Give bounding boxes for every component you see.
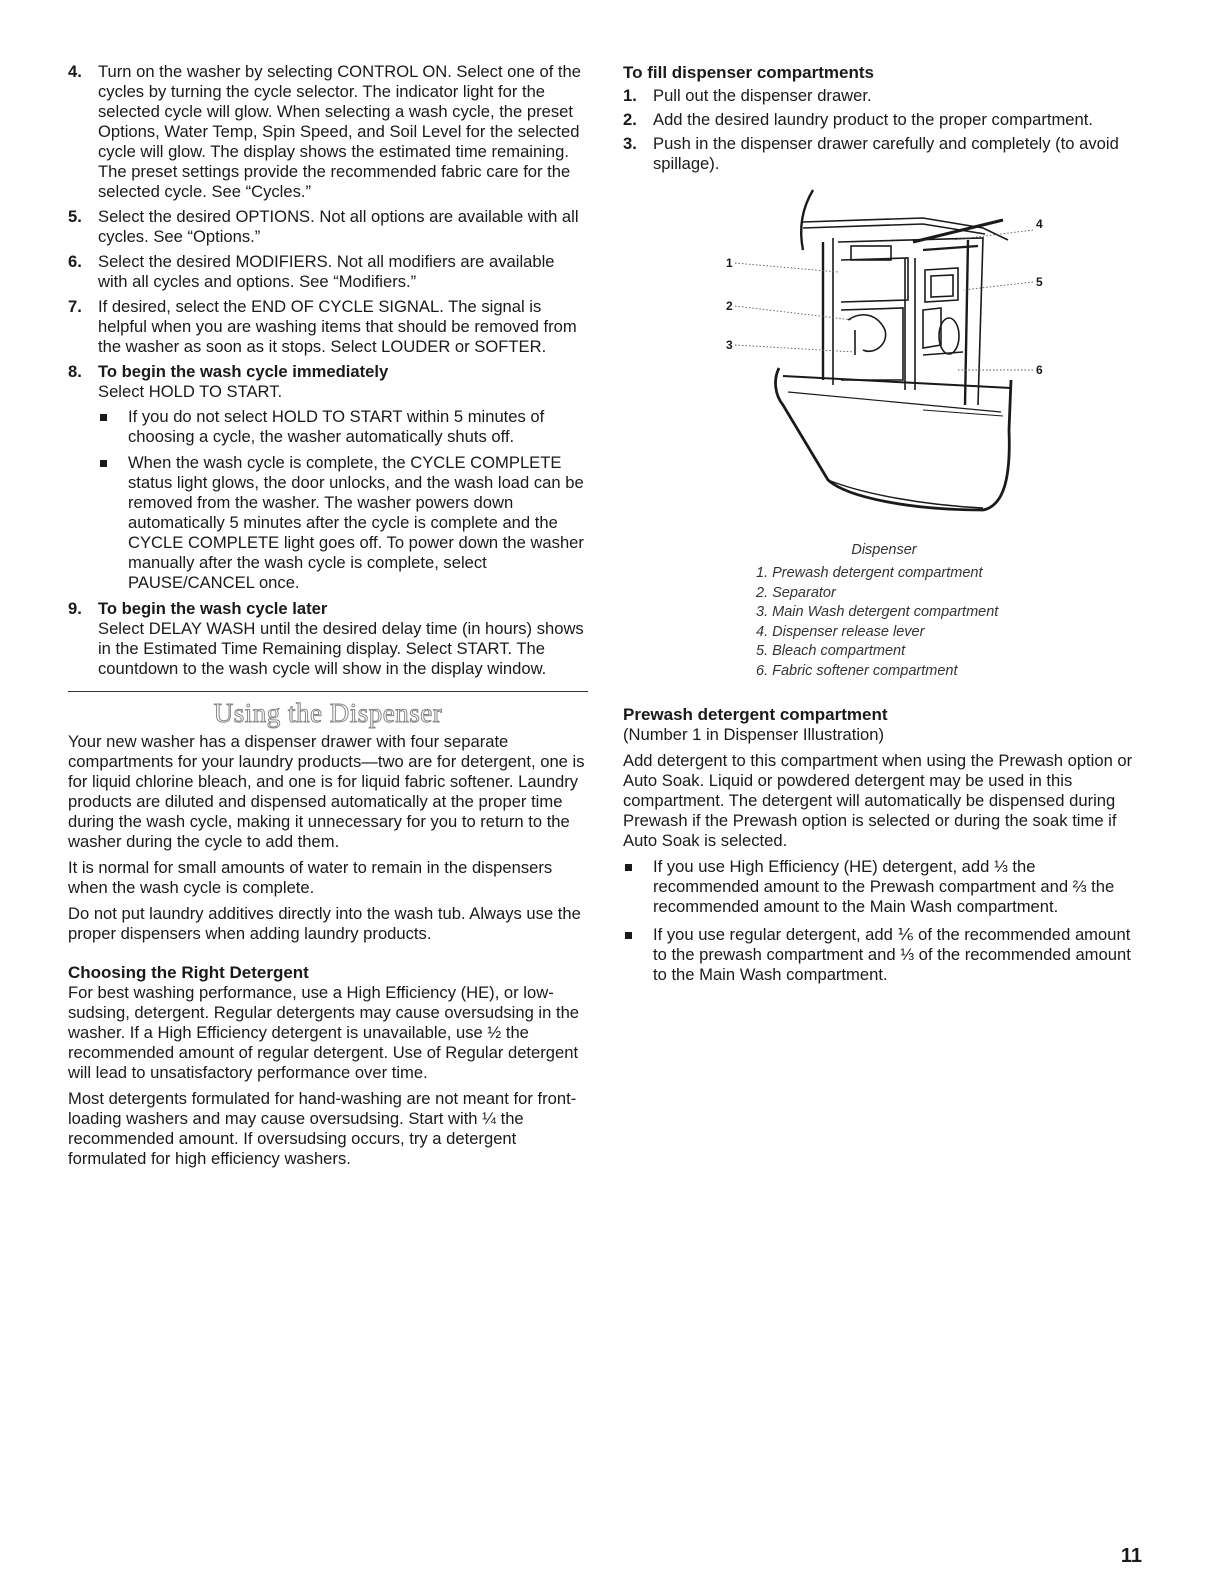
bullet-square-icon [625, 864, 632, 871]
fill-step-2: 2. Add the desired laundry product to the proper compartment. [623, 110, 1093, 129]
bullet-square-icon [100, 460, 107, 467]
page-number: 11 [1120, 1545, 1142, 1567]
prewash-subtitle: (Number 1 in Dispenser Illustration) [623, 724, 884, 744]
legend-item: 2. Separator [756, 584, 836, 601]
callout-4: 4 [1036, 217, 1043, 231]
step-9-text: Select DELAY WASH until the desired delay time (in hours) shows in the Estimated Time Remaining display. Select START. The countdown to the wash cycle will show in the display window. [98, 619, 584, 678]
step-8-text: Select HOLD TO START. [98, 382, 283, 401]
legend-item: 5. Bleach compartment [756, 643, 906, 660]
step-8-bullet-1: If you do not select HOLD TO START within 5 minutes of choosing a cycle, the washer automatically shuts off. [98, 407, 588, 447]
step-8-heading: To begin the wash cycle immediately [98, 362, 389, 381]
callout-1: 1 [726, 256, 733, 270]
callout-5: 5 [1036, 275, 1043, 289]
step-9: 9. To begin the wash cycle later Select DELAY WASH until the desired delay time (in hours) shows in the Estimated Time Remaining display. Select START. The countdown to the wash cycle will show in the display window. [68, 599, 588, 679]
left-column [68, 62, 588, 1175]
detergent-paragraph-2: Most detergents formulated for hand-washing are not meant for front-loading washers and may cause oversudsing. Start with ¼ the recommended amount. If oversudsing occurs, try a detergent formulated for high efficiency washers. [68, 1089, 577, 1168]
fill-step-1: 1. Pull out the dispenser drawer. [623, 86, 872, 105]
step-5: 5. Select the desired OPTIONS. Not all options are available with all cycles. See “Options.” [68, 207, 579, 246]
figure-caption: Dispenser [851, 542, 917, 558]
figure-legend [756, 564, 1145, 682]
dispenser-illustration [623, 180, 1145, 540]
callout-2: 2 [726, 299, 733, 313]
legend-item: 4. Dispenser release lever [756, 623, 925, 640]
prewash-bullet-2: If you use regular detergent, add ⅙ of the recommended amount to the prewash compartment and ⅓ of the recommended amount to the Main Wash compartment. [623, 925, 1145, 985]
prewash-paragraph: Add detergent to this compartment when using the Prewash option or Auto Soak. Liquid or powdered detergent may be used in this compartment. The detergent will automatically be dispensed during Prewash if the Prewash option is selected or during the soak time if Auto Soak is selected. [623, 750, 1133, 850]
callout-6: 6 [1036, 363, 1043, 377]
detergent-paragraph-1: For best washing performance, use a High Efficiency (HE), or low-sudsing, detergent. Regular detergents may cause oversudsing in the washer. If a High Efficiency detergent is unavailable, use ½ the recommended amount of regular detergent. Use of Regular detergent will lead to unsatisfactory performance over time. [68, 983, 580, 1082]
fill-step-3: 3. Push in the dispenser drawer carefully and completely (to avoid spillage). [623, 134, 1119, 173]
legend-item: 6. Fabric softener compartment [756, 662, 958, 679]
bullet-square-icon [625, 932, 632, 939]
step-7: 7. If desired, select the END OF CYCLE SIGNAL. The signal is helpful when you are washing items that should be removed from the washer as soon as it stops. Select LOUDER or SOFTER. [68, 297, 577, 356]
callout-3: 3 [726, 338, 733, 352]
step-8-bullet-2: When the wash cycle is complete, the CYCLE COMPLETE status light glows, the door unlocks, and the wash load can be removed from the washer. The washer powers down automatically 5 minutes after the cycle is complete and the CYCLE COMPLETE light goes off. To power down the washer manually after the wash cycle is complete, select PAUSE/CANCEL once. [98, 453, 588, 593]
section-title: Using the Dispenser [213, 698, 443, 728]
step-8: 8. To begin the wash cycle immediately Select HOLD TO START. [68, 362, 588, 402]
dispenser-additives-paragraph: Do not put laundry additives directly into the wash tub. Always use the proper dispensers when adding laundry products. [68, 904, 581, 943]
detergent-heading: Choosing the Right Detergent [68, 963, 309, 982]
fill-heading: To fill dispenser compartments [623, 63, 874, 82]
bullet-square-icon [100, 414, 107, 421]
prewash-bullet-1: If you use High Efficiency (HE) detergent, add ⅓ the recommended amount to the Prewash compartment and ⅔ the recommended amount to the Main Wash compartment. [623, 857, 1145, 917]
step-6: 6. Select the desired MODIFIERS. Not all modifiers are available with all cycles and options. See “Modifiers.” [68, 252, 555, 291]
right-column [623, 62, 1145, 993]
step-9-heading: To begin the wash cycle later [98, 599, 328, 618]
prewash-heading: Prewash detergent compartment [623, 704, 888, 724]
section-divider [68, 691, 588, 692]
legend-item: 1. Prewash detergent compartment [756, 565, 983, 581]
step-4: 4. Turn on the washer by selecting CONTROL ON. Select one of the cycles by turning the cycle selector. The indicator light for the selected cycle will glow. When selecting a wash cycle, the preset Options, Water Temp, Spin Speed, and Soil Level for the selected cycle will glow. The display shows the estimated time remaining. The preset settings provide the recommended fabric care for the selected cycle. See “Cycles.” [68, 62, 581, 201]
legend-item: 3. Main Wash detergent compartment [756, 604, 999, 621]
dispenser-water-paragraph: It is normal for small amounts of water to remain in the dispensers when the wash cycle is complete. [68, 858, 553, 897]
dispenser-drawing [623, 180, 1145, 540]
dispenser-intro-paragraph: Your new washer has a dispenser drawer with four separate compartments for your laundry products—two are for detergent, one is for liquid chlorine bleach, and one is for liquid fabric softener. Laundry products are diluted and dispensed automatically at the proper time during the wash cycle, making it unnecessary for you to return to the washer during the cycle to add them. [68, 732, 585, 851]
